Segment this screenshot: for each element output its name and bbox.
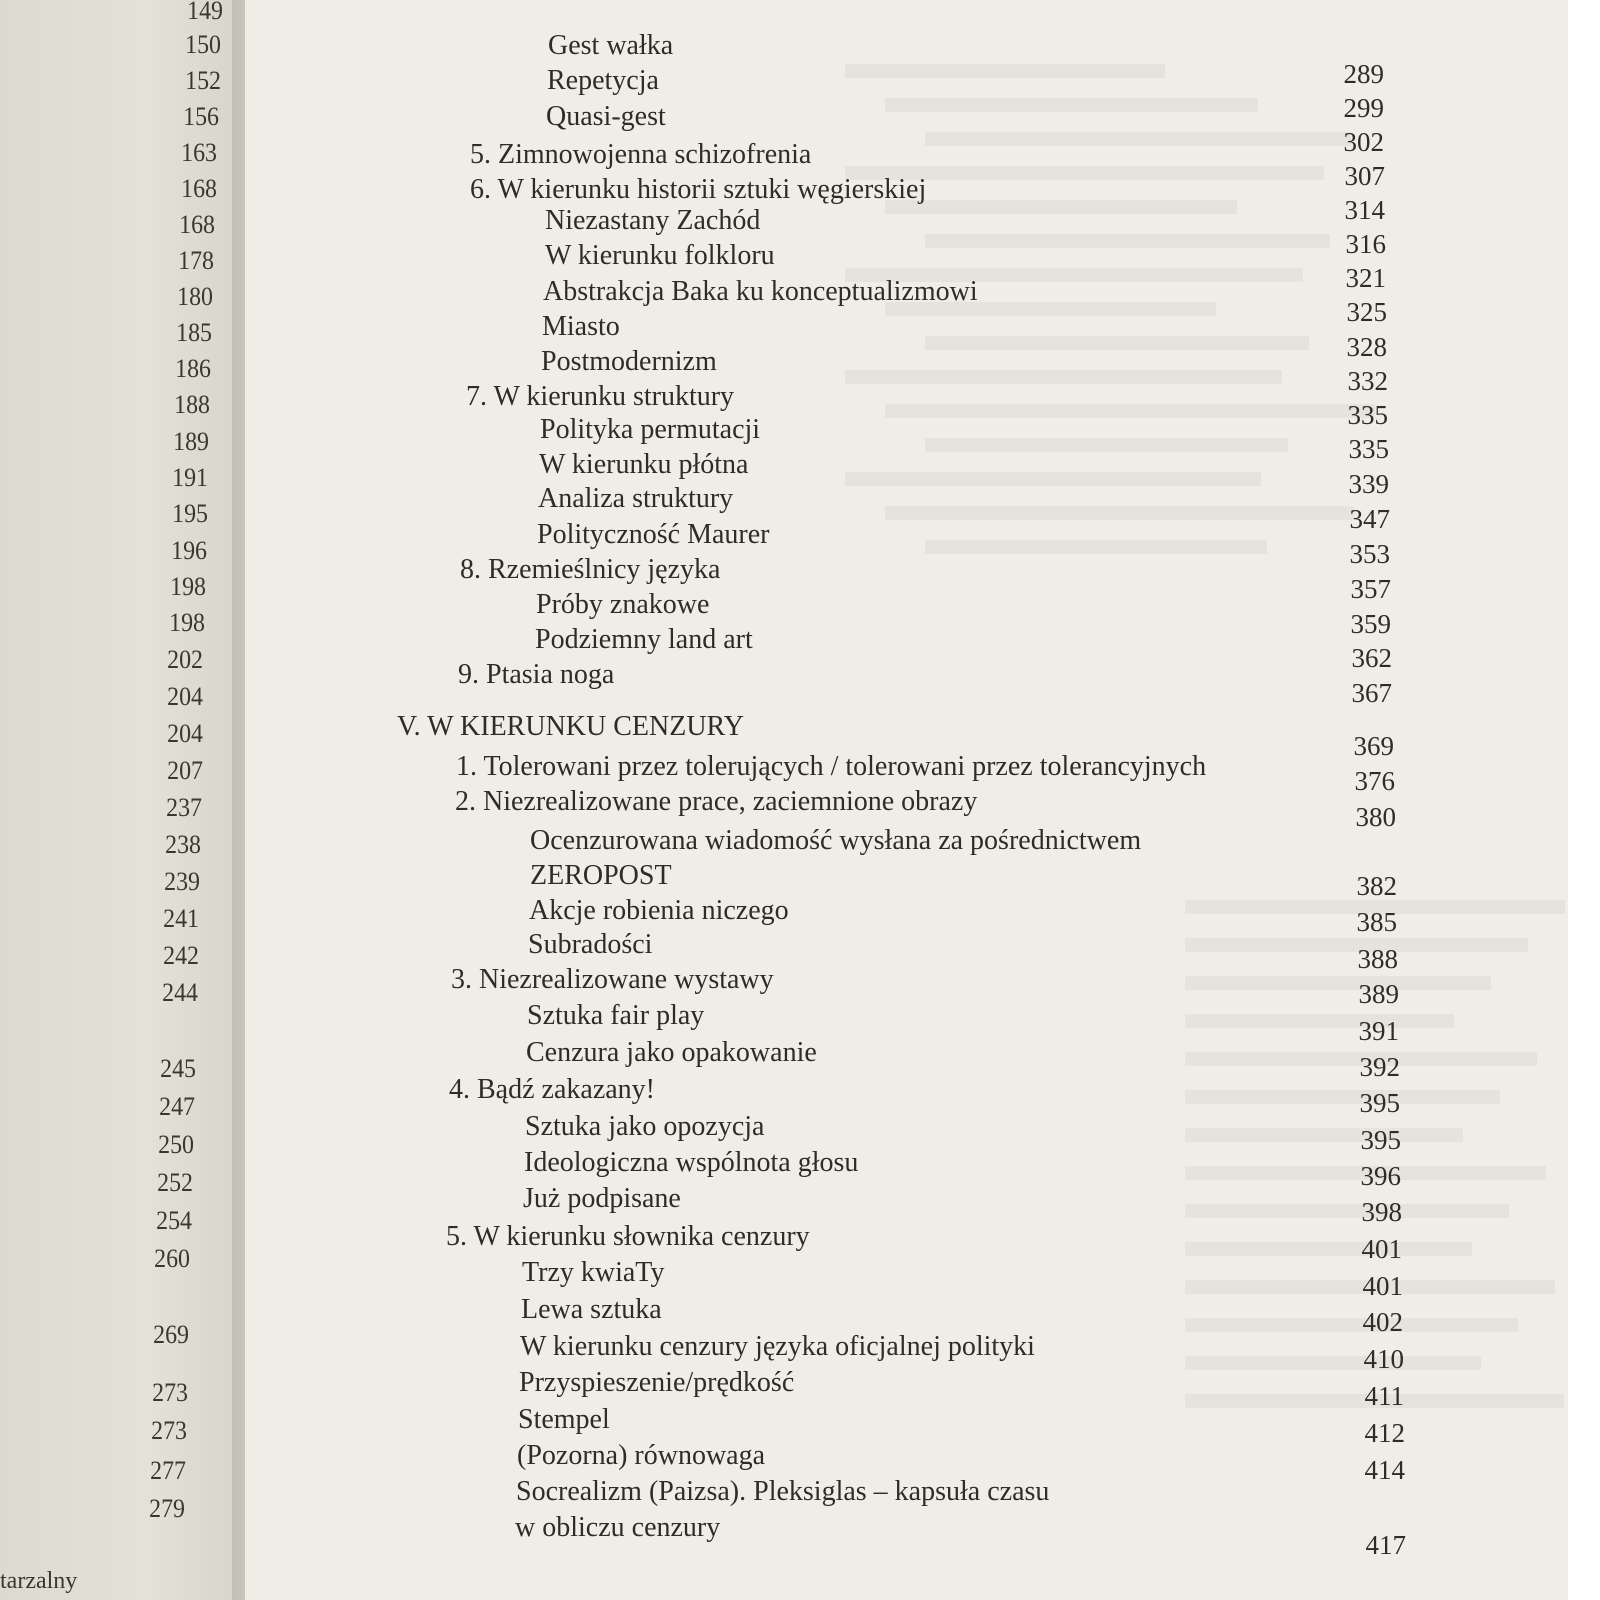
left-page-number: 152 <box>185 66 221 95</box>
show-through-line <box>885 404 1375 418</box>
toc-entry-title: Cenzura jako opakowanie <box>526 1037 817 1068</box>
left-page-number: 254 <box>156 1206 192 1235</box>
toc-entry-page: 335 <box>1347 400 1388 430</box>
toc-entry-title: Ocenzurowana wiadomość wysłana za pośrednictwem <box>530 825 1142 856</box>
left-page-number: 196 <box>171 536 207 565</box>
toc-entry-page: 332 <box>1347 366 1388 396</box>
toc-entry-page: 335 <box>1348 434 1389 464</box>
toc-entry-page: 389 <box>1358 979 1399 1009</box>
toc-entry-title: Quasi-gest <box>546 101 666 132</box>
show-through-line <box>845 370 1282 384</box>
left-page <box>0 0 245 1600</box>
toc-entry-page: 299 <box>1343 93 1384 123</box>
left-page-number: 149 <box>187 0 223 25</box>
toc-entry-page: 411 <box>1364 1381 1404 1411</box>
right-page <box>245 0 1570 1600</box>
toc-entry-page: 369 <box>1353 731 1394 761</box>
toc-entry-title: Trzy kwiaTy <box>522 1257 665 1288</box>
toc-entry-title: 5. Zimnowojenna schizofrenia <box>470 139 812 170</box>
left-page-number: 186 <box>175 354 211 383</box>
toc-entry-page: 289 <box>1343 59 1384 89</box>
show-through-line <box>1185 1242 1472 1256</box>
left-page-number: 204 <box>167 719 203 748</box>
toc-entry-title: 9. Ptasia noga <box>458 659 615 690</box>
toc-entry-title: ZEROPOST <box>530 860 672 891</box>
toc-entry-page: 339 <box>1348 469 1389 499</box>
show-through-line <box>885 200 1237 214</box>
left-page-number: 150 <box>185 30 221 59</box>
toc-entry-title: Subradości <box>528 929 653 960</box>
toc-entry-title: Przyspieszenie/prędkość <box>519 1367 795 1398</box>
toc-entry-title: Akcje robienia niczego <box>529 895 789 926</box>
left-page-number: 279 <box>149 1494 185 1523</box>
left-page-number: 198 <box>169 608 205 637</box>
left-page-number: 207 <box>167 756 203 785</box>
toc-entry-page: 396 <box>1360 1161 1401 1191</box>
toc-entry-title: Abstrakcja Baka ku konceptualizmowi <box>543 276 978 307</box>
toc-entry-page: 367 <box>1351 678 1392 708</box>
left-page-number: 202 <box>167 645 203 674</box>
left-page-number: 252 <box>157 1168 193 1197</box>
toc-entry-page: 395 <box>1359 1088 1400 1118</box>
toc-entry-page: 385 <box>1356 907 1397 937</box>
left-page-number: 242 <box>163 941 199 970</box>
left-page-number: 204 <box>167 682 203 711</box>
toc-entry-page: 302 <box>1343 127 1384 157</box>
toc-entry-title: Już podpisane <box>523 1183 681 1214</box>
left-page-number: 156 <box>183 102 219 131</box>
left-page-number: 245 <box>160 1054 196 1083</box>
toc-entry-title: Ideologiczna wspólnota głosu <box>524 1147 859 1178</box>
toc-entry-title: Sztuka jako opozycja <box>525 1111 765 1142</box>
toc-entry-title: V. W KIERUNKU CENZURY <box>397 711 744 742</box>
toc-entry-page: 401 <box>1362 1271 1403 1301</box>
show-through-line <box>845 64 1165 78</box>
toc-entry-page: 412 <box>1364 1418 1405 1448</box>
toc-entry-title: Próby znakowe <box>536 589 710 620</box>
toc-entry-page: 417 <box>1365 1530 1406 1560</box>
left-page-number: 195 <box>172 499 208 528</box>
show-through-line <box>925 234 1330 248</box>
toc-entry-page: 376 <box>1354 766 1395 796</box>
show-through-line <box>925 540 1267 554</box>
left-page-number: 241 <box>163 904 199 933</box>
toc-entry-page: 391 <box>1358 1016 1399 1046</box>
toc-entry-title: 3. Niezrealizowane wystawy <box>451 964 774 995</box>
toc-entry-page: 398 <box>1361 1197 1402 1227</box>
toc-entry-title: Lewa sztuka <box>521 1294 662 1325</box>
show-through-line <box>925 438 1288 452</box>
toc-entry-title: 8. Rzemieślnicy języka <box>460 554 721 585</box>
left-page-number: 191 <box>172 463 208 492</box>
toc-entry-page: 402 <box>1362 1307 1403 1337</box>
left-page-number: 168 <box>179 210 215 239</box>
left-page-number: 178 <box>178 246 214 275</box>
toc-entry-title: 2. Niezrealizowane prace, zaciemnione obrazy <box>455 786 978 817</box>
left-page-number: 180 <box>177 282 213 311</box>
toc-entry-page: 401 <box>1361 1234 1402 1264</box>
toc-entry-page: 325 <box>1346 297 1387 327</box>
toc-entry-title: Niezastany Zachód <box>545 205 761 236</box>
left-page-trailing-text: tarzalny <box>0 1568 78 1594</box>
toc-entry-page: 321 <box>1345 263 1386 293</box>
toc-entry-title: 6. W kierunku historii sztuki węgierskiej <box>470 174 927 205</box>
toc-entry-title: 7. W kierunku struktury <box>466 381 735 412</box>
left-page-number: 168 <box>181 174 217 203</box>
toc-entry-title: Sztuka fair play <box>527 1000 705 1031</box>
left-page-number: 260 <box>154 1244 190 1273</box>
left-page-number: 163 <box>181 138 217 167</box>
left-page-number: 269 <box>153 1320 189 1349</box>
left-page-number: 247 <box>159 1092 195 1121</box>
toc-entry-title: Repetycja <box>547 65 659 96</box>
toc-entry-title: 5. W kierunku słownika cenzury <box>446 1221 810 1252</box>
toc-entry-title: 4. Bądź zakazany! <box>449 1074 655 1105</box>
toc-entry-page: 382 <box>1356 871 1397 901</box>
show-through-line <box>925 132 1351 146</box>
toc-entry-page: 314 <box>1344 195 1385 225</box>
toc-entry-title: Socrealizm (Paizsa). Pleksiglas – kapsuła czasu <box>516 1476 1050 1507</box>
toc-entry-title: W kierunku płótna <box>539 449 749 480</box>
toc-entry-page: 410 <box>1363 1344 1404 1374</box>
show-through-line <box>1185 1356 1481 1370</box>
toc-entry-title: W kierunku cenzury języka oficjalnej polityki <box>520 1331 1035 1362</box>
left-page-number: 273 <box>151 1416 187 1445</box>
toc-entry-page: 307 <box>1344 161 1385 191</box>
toc-entry-page: 316 <box>1345 229 1386 259</box>
left-page-number: 185 <box>176 318 212 347</box>
show-through-line <box>885 98 1258 112</box>
toc-entry-title: 1. Tolerowani przez tolerujących / tolerowani przez tolerancyjnych <box>456 751 1207 782</box>
show-through-line <box>1185 1128 1463 1142</box>
toc-entry-page: 328 <box>1346 332 1387 362</box>
toc-entry-title: (Pozorna) równowaga <box>517 1440 766 1471</box>
left-page-number: 250 <box>158 1130 194 1159</box>
toc-entry-page: 388 <box>1357 944 1398 974</box>
toc-entry-page: 362 <box>1351 643 1392 673</box>
toc-entry-title: Analiza struktury <box>538 483 734 514</box>
left-page-number: 277 <box>150 1456 186 1485</box>
toc-entry-page: 359 <box>1350 609 1391 639</box>
left-page-number: 188 <box>174 390 210 419</box>
left-page-number: 198 <box>170 572 206 601</box>
show-through-line <box>885 506 1354 520</box>
left-page-number: 273 <box>152 1378 188 1407</box>
toc-entry-title: Postmodernizm <box>541 346 717 377</box>
left-page-number: 239 <box>164 867 200 896</box>
toc-entry-title: Stempel <box>518 1404 610 1435</box>
page-edge <box>1568 0 1600 1600</box>
toc-entry-title: W kierunku folkloru <box>545 240 775 271</box>
toc-entry-page: 353 <box>1349 539 1390 569</box>
toc-entry-title: w obliczu cenzury <box>515 1512 721 1543</box>
toc-entry-title: Miasto <box>542 311 620 342</box>
left-page-number: 238 <box>165 830 201 859</box>
show-through-line <box>1185 1014 1454 1028</box>
left-page-number: 189 <box>173 427 209 456</box>
toc-entry-title: Polityczność Maurer <box>537 519 770 550</box>
toc-entry-page: 392 <box>1359 1052 1400 1082</box>
left-page-number: 237 <box>166 793 202 822</box>
toc-entry-title: Gest wałka <box>548 30 674 61</box>
toc-entry-page: 380 <box>1355 802 1396 832</box>
show-through-line <box>925 336 1309 350</box>
toc-entry-title: Podziemny land art <box>535 624 753 655</box>
toc-entry-page: 414 <box>1364 1455 1405 1485</box>
toc-entry-page: 395 <box>1360 1125 1401 1155</box>
show-through-line <box>845 472 1261 486</box>
left-page-number: 244 <box>162 978 198 1007</box>
toc-entry-page: 357 <box>1350 574 1391 604</box>
toc-entry-title: Polityka permutacji <box>540 414 761 445</box>
toc-entry-page: 347 <box>1349 504 1390 534</box>
